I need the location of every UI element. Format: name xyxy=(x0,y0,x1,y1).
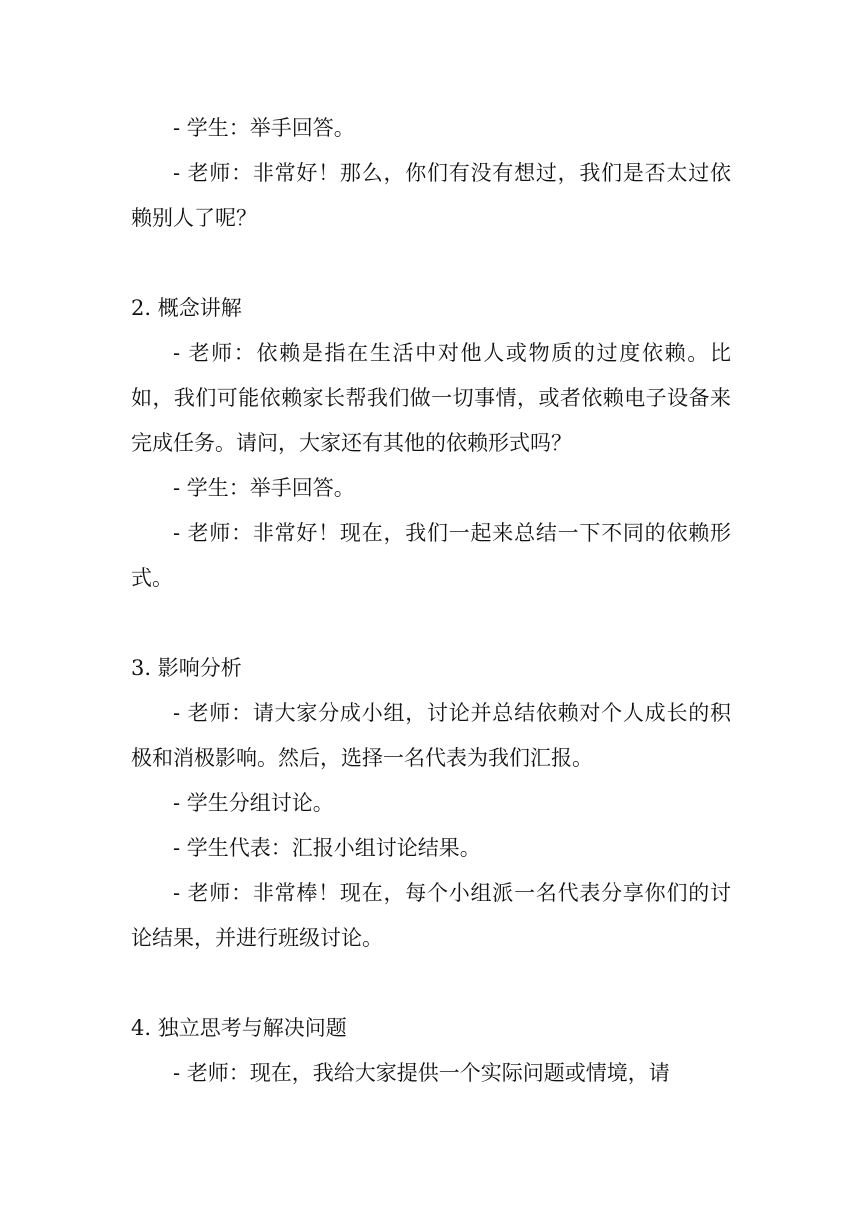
section-heading: 4. 独立思考与解决问题 xyxy=(131,1016,347,1040)
paragraph: - 老师：请大家分成小组，讨论并总结依赖对个人成长的积极和消极影响。然后，选择一名代表为我们汇报。 xyxy=(131,701,731,770)
paragraph: - 学生代表：汇报小组讨论结果。 xyxy=(173,836,481,860)
paragraph: - 老师：非常好！那么，你们有没有想过，我们是否太过依赖别人了呢？ xyxy=(131,161,731,230)
paragraph: - 学生：举手回答。 xyxy=(173,116,355,140)
paragraph: - 老师：非常好！现在，我们一起来总结一下不同的依赖形式。 xyxy=(131,521,731,590)
document-body xyxy=(131,106,731,1096)
paragraph: - 老师：依赖是指在生活中对他人或物质的过度依赖。比如，我们可能依赖家长帮我们做一切事情，或者依赖电子设备来完成任务。请问，大家还有其他的依赖形式吗？ xyxy=(131,341,731,455)
paragraph: - 学生：举手回答。 xyxy=(173,476,355,500)
paragraph: - 老师：非常棒！现在，每个小组派一名代表分享你们的讨论结果，并进行班级讨论。 xyxy=(131,881,731,950)
section-heading: 2. 概念讲解 xyxy=(131,296,242,320)
section-spacer xyxy=(131,601,731,646)
section-spacer xyxy=(131,961,731,1006)
paragraph: - 学生分组讨论。 xyxy=(173,791,334,815)
section-spacer xyxy=(131,241,731,286)
paragraph: - 老师：现在，我给大家提供一个实际问题或情境，请 xyxy=(173,1061,670,1085)
section-heading: 3. 影响分析 xyxy=(131,656,242,680)
